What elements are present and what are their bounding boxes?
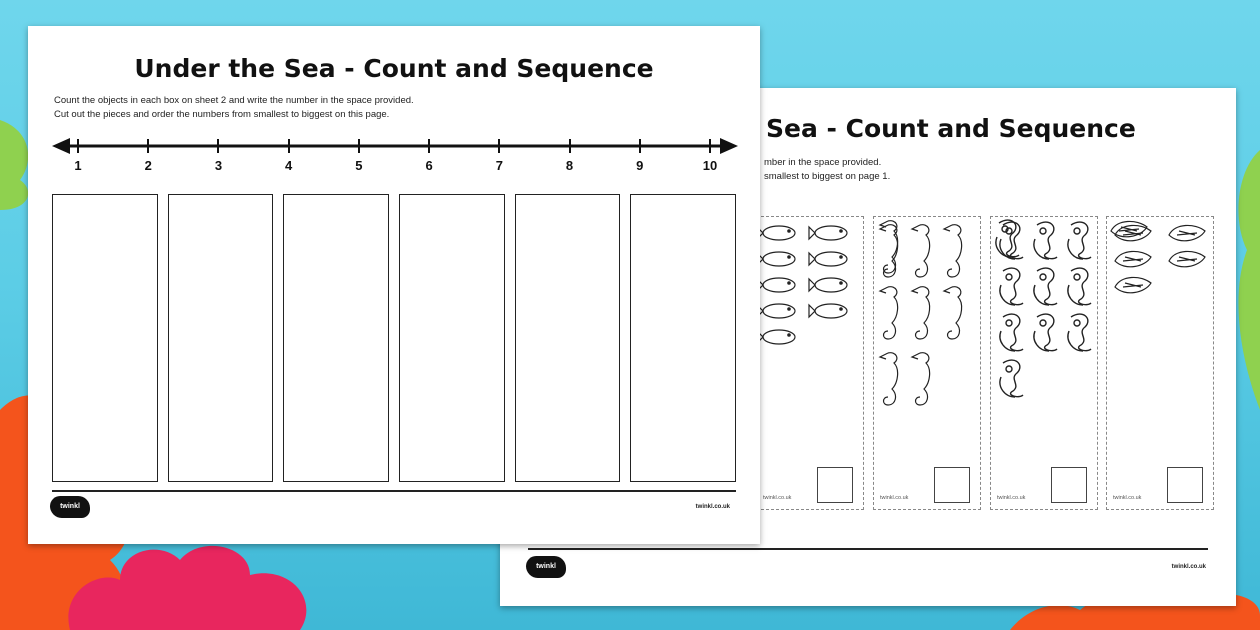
counting-strip-fish	[756, 216, 864, 510]
pink-coral-bottom	[60, 530, 320, 630]
number-line-label: 10	[702, 158, 718, 173]
number-line-label: 9	[636, 158, 644, 173]
shell-group	[1107, 217, 1212, 307]
sequence-answer-box[interactable]	[52, 194, 158, 482]
number-line-label: 2	[144, 158, 152, 173]
counting-strip-seahorses	[873, 216, 981, 510]
worksheet-page-1	[28, 26, 760, 544]
number-line	[52, 136, 738, 160]
instruction-line-2: Cut out the pieces and order the numbers from smallest to biggest on this page.	[54, 109, 390, 120]
instruction-line-1: mber in the space provided.	[764, 157, 882, 168]
number-line-tick	[569, 139, 571, 153]
sequence-answer-box[interactable]	[399, 194, 505, 482]
counting-strip-octopuses	[990, 216, 1098, 510]
number-line-tick	[498, 139, 500, 153]
number-line-tick	[428, 139, 430, 153]
number-line-label: 5	[355, 158, 363, 173]
instruction-line-2: smallest to biggest on page 1.	[764, 171, 891, 182]
number-line-label: 4	[285, 158, 293, 173]
number-line-label: 6	[425, 158, 433, 173]
footer-url: twinkl.co.uk	[695, 504, 730, 510]
twinkl-logo: twinkl	[50, 496, 90, 518]
number-line-label: 7	[495, 158, 503, 173]
seahorse-group	[874, 217, 979, 417]
footer-rule	[528, 548, 1208, 550]
answer-box[interactable]	[1051, 467, 1087, 503]
number-line-tick	[358, 139, 360, 153]
number-line-label: 3	[214, 158, 223, 173]
answer-box[interactable]	[934, 467, 970, 503]
twinkl-logo: twinkl	[526, 556, 566, 578]
page-title: Sea - Count and Sequence	[766, 114, 1136, 143]
number-line-tick	[288, 139, 290, 153]
sequence-answer-box[interactable]	[515, 194, 621, 482]
sequence-answer-box[interactable]	[168, 194, 274, 482]
number-line-label: 1	[74, 158, 82, 173]
strip-url: twinkl.co.uk	[997, 495, 1026, 501]
octopus-group	[991, 217, 1096, 407]
strip-url: twinkl.co.uk	[880, 495, 909, 501]
page-title: Under the Sea - Count and Sequence	[134, 54, 654, 83]
number-line-tick	[147, 139, 149, 153]
fish-group	[757, 217, 862, 367]
number-line-tick	[709, 139, 711, 153]
number-line-tick	[639, 139, 641, 153]
strip-url: twinkl.co.uk	[1113, 495, 1142, 501]
footer-rule	[52, 490, 736, 492]
sequence-answer-box[interactable]	[630, 194, 736, 482]
strip-url: twinkl.co.uk	[763, 495, 792, 501]
footer-url: twinkl.co.uk	[1171, 564, 1206, 570]
number-line-tick	[77, 139, 79, 153]
counting-strip-shells	[1106, 216, 1214, 510]
green-seaweed-right	[1232, 150, 1260, 410]
answer-box[interactable]	[817, 467, 853, 503]
number-line-tick	[217, 139, 219, 153]
number-line-label: 8	[565, 158, 574, 173]
instruction-line-1: Count the objects in each box on sheet 2 and write the number in the space provided.	[54, 95, 414, 106]
answer-box[interactable]	[1167, 467, 1203, 503]
sequence-answer-box[interactable]	[283, 194, 389, 482]
